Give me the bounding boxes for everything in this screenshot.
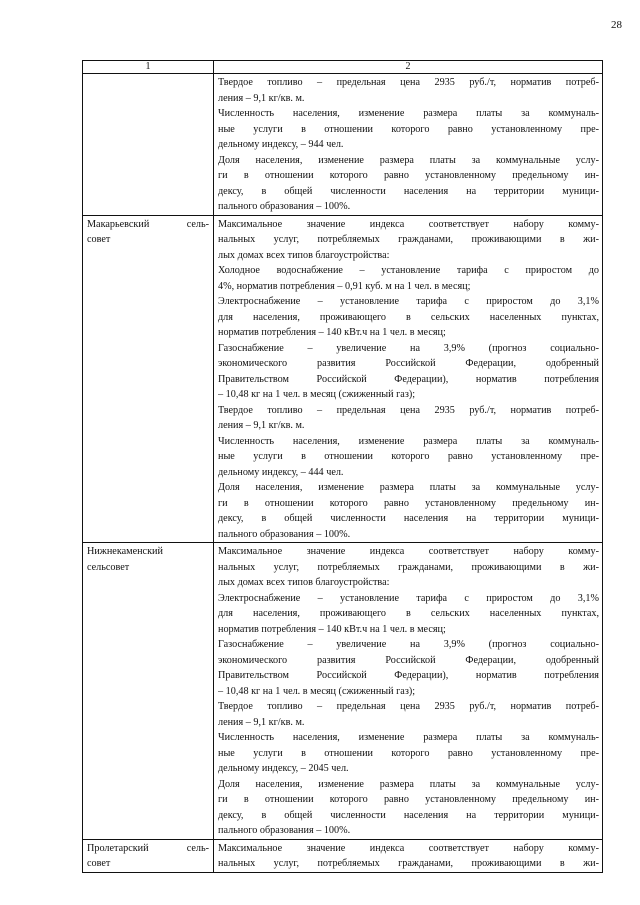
- description-line: Максимальное значение индекса соответствует набору комму-: [218, 546, 599, 557]
- description-line: ги в отношении которого равно установленному предельному ин-: [218, 497, 599, 509]
- description-line: Газоснабжение – увеличение на 3,9% (прогноз социально-: [218, 639, 599, 650]
- description-line: Правительством Российской Федерации), норматив потребления: [218, 373, 599, 385]
- description-line: ления – 9,1 кг/кв. м.: [218, 420, 305, 431]
- description-line: дельному индексу, – 444 чел.: [218, 466, 344, 478]
- description-line: нальных услуг, потребляемых гражданами, проживающими в жи-: [218, 858, 599, 869]
- description-line: – 10,48 кг на 1 чел. в месяц (сжиженный газ);: [218, 685, 416, 697]
- description-line: экономического развития Российской Федерации, одобренный: [218, 654, 599, 666]
- description-line: ные услуги в отношении которого равно установленному пре-: [218, 451, 599, 462]
- description-line: дельному индексу, – 2045 чел.: [218, 763, 349, 774]
- description-line: – 10,48 кг на 1 чел. в месяц (сжиженный газ);: [218, 389, 416, 400]
- description-line: дексу, в общей численности населения на территории муници-: [218, 513, 599, 524]
- description-line: ные услуги в отношении которого равно установленному пре-: [218, 747, 599, 759]
- description-line: для населения, проживающего в сельских населенных пунктах,: [218, 311, 599, 323]
- description-line: для населения, проживающего в сельских населенных пунктах,: [218, 608, 599, 619]
- description-line: пального образования – 100%.: [218, 201, 351, 212]
- description-line: Твердое топливо – предельная цена 2935 руб./т, норматив потреб-: [218, 404, 599, 416]
- municipality-name-line: Нижнекаменский: [87, 546, 163, 557]
- description-line: пального образования – 100%.: [218, 528, 351, 540]
- municipality-name-line: Макарьевский сель-: [87, 218, 209, 230]
- page-number: 28: [611, 19, 622, 31]
- municipality-name-line: сельсовет: [87, 561, 130, 573]
- description-line: экономического развития Российской Федерации, одобренный: [218, 358, 599, 369]
- description-line: ги в отношении которого равно установленному предельному ин-: [218, 794, 599, 805]
- description-line: лых домах всех типов благоустройства:: [218, 577, 390, 588]
- municipality-name-line: совет: [87, 858, 111, 869]
- table-header-row: [83, 61, 603, 74]
- municipality-name-line: Пролетарский сель-: [87, 842, 209, 854]
- table-row: [83, 215, 603, 543]
- description-line: норматив потребления – 140 кВт.ч на 1 чел. в месяц;: [218, 623, 446, 635]
- description-line: Газоснабжение – увеличение на 3,9% (прогноз социально-: [218, 342, 599, 354]
- description-line: Максимальное значение индекса соответствует набору комму-: [218, 842, 599, 854]
- table-body: [83, 74, 603, 873]
- tariff-table: [82, 60, 603, 873]
- description-line: Численность населения, изменение размера платы за коммуналь-: [218, 108, 599, 119]
- tariff-description-cell: [214, 839, 603, 872]
- municipality-name-cell: [83, 839, 214, 872]
- description-line: лых домах всех типов благоустройства:: [218, 249, 390, 261]
- description-line: Максимальное значение индекса соответствует набору комму-: [218, 218, 599, 230]
- column-header-1: 1: [83, 61, 214, 74]
- description-line: Правительством Российской Федерации), норматив потребления: [218, 670, 599, 681]
- description-line: ления – 9,1 кг/кв. м.: [218, 92, 305, 104]
- description-line: Численность населения, изменение размера платы за коммуналь-: [218, 435, 599, 447]
- tariff-description-cell: [214, 74, 603, 216]
- description-line: Твердое топливо – предельная цена 2935 руб./т, норматив потреб-: [218, 701, 599, 712]
- municipality-name-cell: [83, 215, 214, 543]
- description-line: дельному индексу, – 944 чел.: [218, 139, 344, 150]
- description-line: Доля населения, изменение размера платы за коммунальные услу-: [218, 778, 599, 790]
- description-line: норматив потребления – 140 кВт.ч на 1 чел. в месяц;: [218, 327, 446, 338]
- table-row: [83, 74, 603, 216]
- description-line: ги в отношении которого равно установленному предельному ин-: [218, 170, 599, 181]
- municipality-name-line: совет: [87, 234, 111, 245]
- description-line: Электроснабжение – установление тарифа с приростом до 3,1%: [218, 592, 599, 604]
- description-line: 4%, норматив потребления – 0,91 куб. м на 1 чел. в месяц;: [218, 280, 471, 292]
- description-line: Твердое топливо – предельная цена 2935 руб./т, норматив потреб-: [218, 77, 599, 88]
- description-line: ные услуги в отношении которого равно установленному пре-: [218, 123, 599, 135]
- table-row: [83, 543, 603, 840]
- description-line: Холодное водоснабжение – установление тарифа с приростом до: [218, 265, 599, 276]
- municipality-name-cell: [83, 543, 214, 840]
- table-row: [83, 839, 603, 872]
- description-line: Доля населения, изменение размера платы за коммунальные услу-: [218, 482, 599, 493]
- description-line: дексу, в общей численности населения на территории муници-: [218, 809, 599, 821]
- description-line: Доля населения, изменение размера платы за коммунальные услу-: [218, 154, 599, 166]
- description-line: Численность населения, изменение размера платы за коммуналь-: [218, 732, 599, 743]
- description-line: ления – 9,1 кг/кв. м.: [218, 716, 305, 728]
- description-line: нальных услуг, потребляемых гражданами, проживающими в жи-: [218, 561, 599, 573]
- description-line: Электроснабжение – установление тарифа с приростом до 3,1%: [218, 296, 599, 307]
- description-line: дексу, в общей численности населения на территории муници-: [218, 185, 599, 197]
- description-line: пального образования – 100%.: [218, 825, 351, 836]
- description-line: нальных услуг, потребляемых гражданами, проживающими в жи-: [218, 234, 599, 245]
- municipality-name-cell: [83, 74, 214, 216]
- tariff-description-cell: [214, 543, 603, 840]
- column-header-2: 2: [214, 61, 603, 74]
- tariff-description-cell: [214, 215, 603, 543]
